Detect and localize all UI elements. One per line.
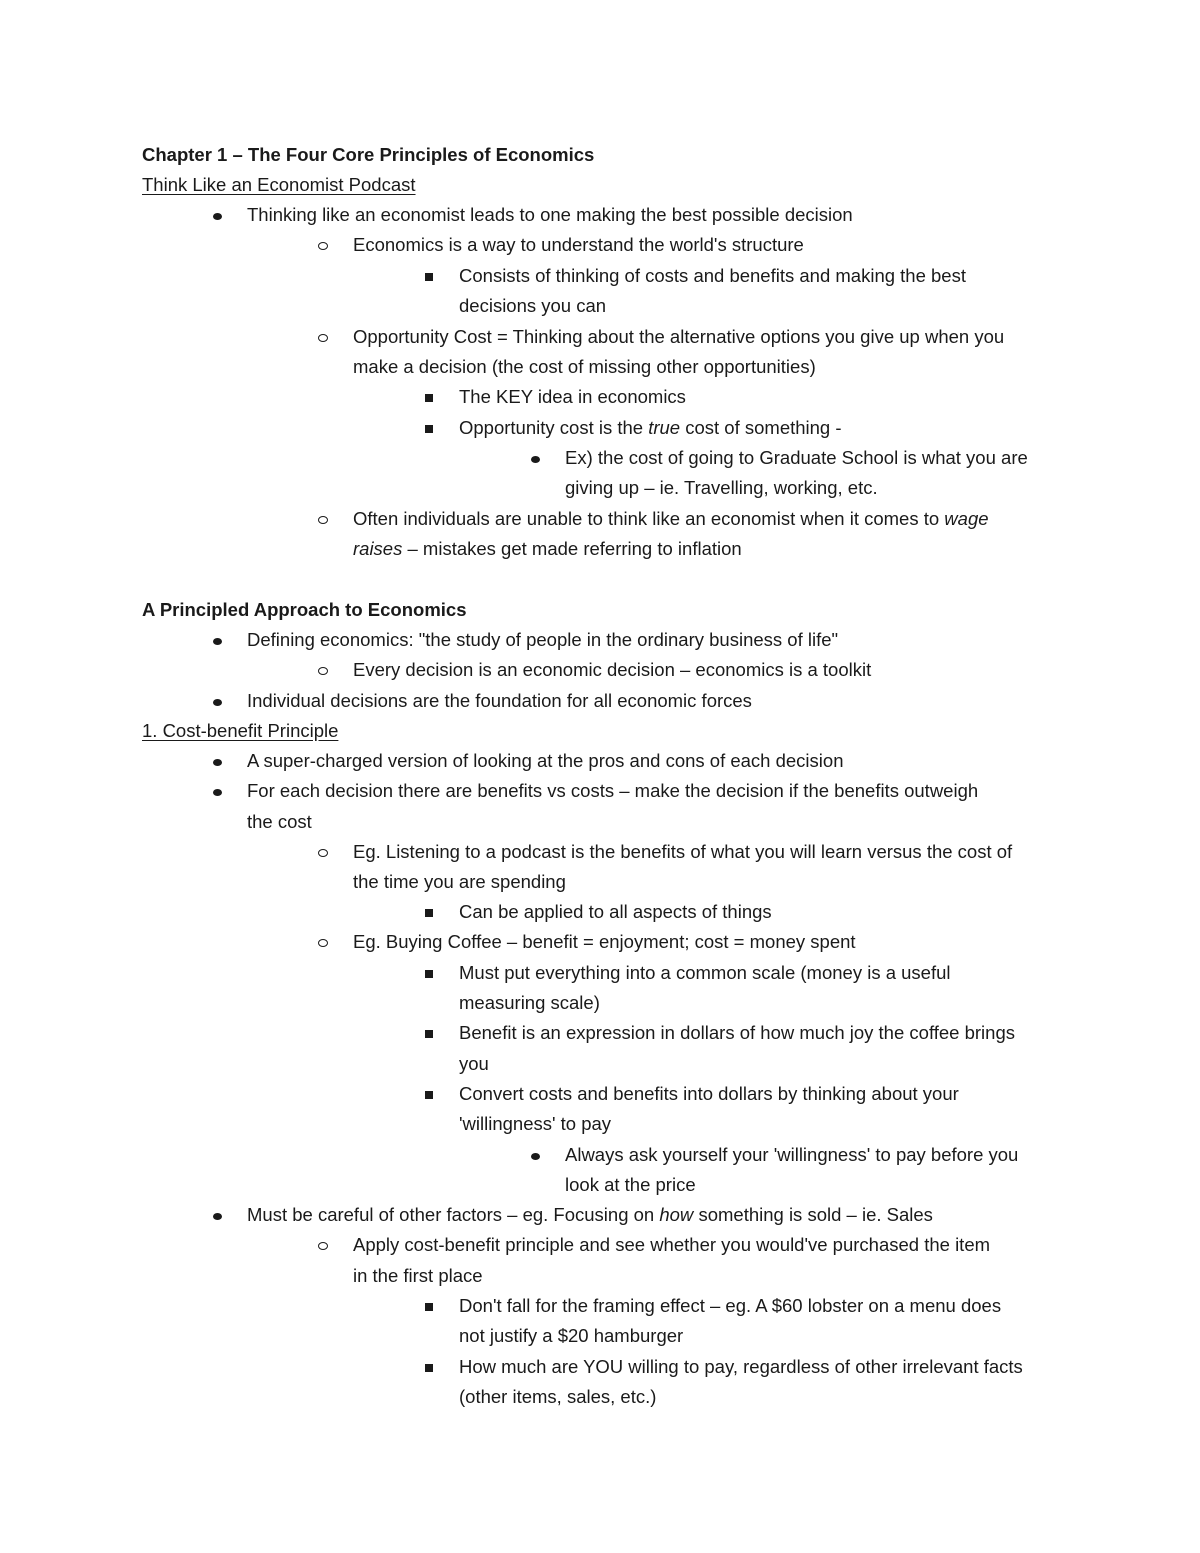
list-item: Apply cost-benefit principle and see whether you would've purchased the item [353,1234,991,1255]
bullet-circle [313,1230,333,1260]
list-item: Opportunity Cost = Thinking about the alternative options you give up when you [353,326,1005,347]
bullet-square [419,1018,439,1048]
bullet-disc [207,1200,227,1230]
list-item-continuation: look at the price [565,1174,696,1195]
list-item: Must be careful of other factors – eg. Focusing on how something is sold – ie. Sales [247,1204,933,1225]
list-item-continuation: giving up – ie. Travelling, working, etc. [565,477,878,498]
list-item: Eg. Buying Coffee – benefit = enjoyment; cost = money spent [353,931,856,952]
section-heading-podcast: Think Like an Economist Podcast [142,174,416,195]
list-item-continuation: measuring scale) [459,992,600,1013]
list-item: Economics is a way to understand the world's structure [353,234,804,255]
list-item: A super-charged version of looking at the pros and cons of each decision [247,750,844,771]
list-item: The KEY idea in economics [459,386,686,407]
list-item: Don't fall for the framing effect – eg. A $60 lobster on a menu does [459,1295,1002,1316]
bullet-circle [313,322,333,352]
list-item: Eg. Listening to a podcast is the benefits of what you will learn versus the cost of [353,841,1013,862]
list-item: For each decision there are benefits vs costs – make the decision if the benefits outweigh [247,780,979,801]
list-item-continuation: you [459,1053,489,1074]
bullet-disc [207,686,227,716]
bullet-disc [207,776,227,806]
bullet-circle [313,655,333,685]
list-item-continuation: the time you are spending [353,871,566,892]
bullet-square [419,1079,439,1109]
bullet-disc [525,443,545,473]
bullet-square [419,897,439,927]
list-item-continuation: in the first place [353,1265,483,1286]
bullet-disc [525,1140,545,1170]
list-item: Defining economics: "the study of people in the ordinary business of life" [247,629,839,650]
list-item-continuation: the cost [247,811,312,832]
list-item: Consists of thinking of costs and benefits and making the best [459,265,966,286]
list-item: Benefit is an expression in dollars of how much joy the coffee brings [459,1022,1015,1043]
bullet-circle [313,837,333,867]
bullet-square [419,382,439,412]
list-item-continuation: raises – mistakes get made referring to inflation [353,538,742,559]
list-item: Always ask yourself your 'willingness' to pay before you [565,1144,1019,1165]
bullet-circle [313,927,333,957]
list-item: Can be applied to all aspects of things [459,901,772,922]
emphasis-text: true [648,417,681,438]
bullet-square [419,1352,439,1382]
bullet-disc [207,746,227,776]
list-item: Ex) the cost of going to Graduate School is what you are [565,447,1028,468]
bullet-disc [207,200,227,230]
section-heading-cost-benefit: 1. Cost-benefit Principle [142,720,339,741]
bullet-square [419,958,439,988]
list-item: How much are YOU willing to pay, regardless of other irrelevant facts [459,1356,1023,1377]
bullet-square [419,261,439,291]
list-item: Convert costs and benefits into dollars by thinking about your [459,1083,959,1104]
list-item-continuation: decisions you can [459,295,607,316]
list-item: Thinking like an economist leads to one making the best possible decision [247,204,853,225]
list-item-continuation: 'willingness' to pay [459,1113,612,1134]
list-item-continuation: not justify a $20 hamburger [459,1325,684,1346]
page-title: Chapter 1 – The Four Core Principles of Economics [142,144,595,165]
list-item: Often individuals are unable to think like an economist when it comes to wage [353,508,989,529]
emphasis-text: wage [944,508,989,529]
list-item: Individual decisions are the foundation for all economic forces [247,690,752,711]
list-item-continuation: make a decision (the cost of missing other opportunities) [353,356,816,377]
bullet-square [419,1291,439,1321]
list-item: Must put everything into a common scale (money is a useful [459,962,951,983]
emphasis-text: how [659,1204,694,1225]
section-heading-principled: A Principled Approach to Economics [142,599,467,620]
bullet-square [419,413,439,443]
list-item: Opportunity cost is the true cost of something - [459,417,842,438]
bullet-circle [313,230,333,260]
bullet-disc [207,625,227,655]
list-item-continuation: (other items, sales, etc.) [459,1386,657,1407]
list-item: Every decision is an economic decision – economics is a toolkit [353,659,872,680]
bullet-circle [313,504,333,534]
emphasis-text: raises [353,538,403,559]
